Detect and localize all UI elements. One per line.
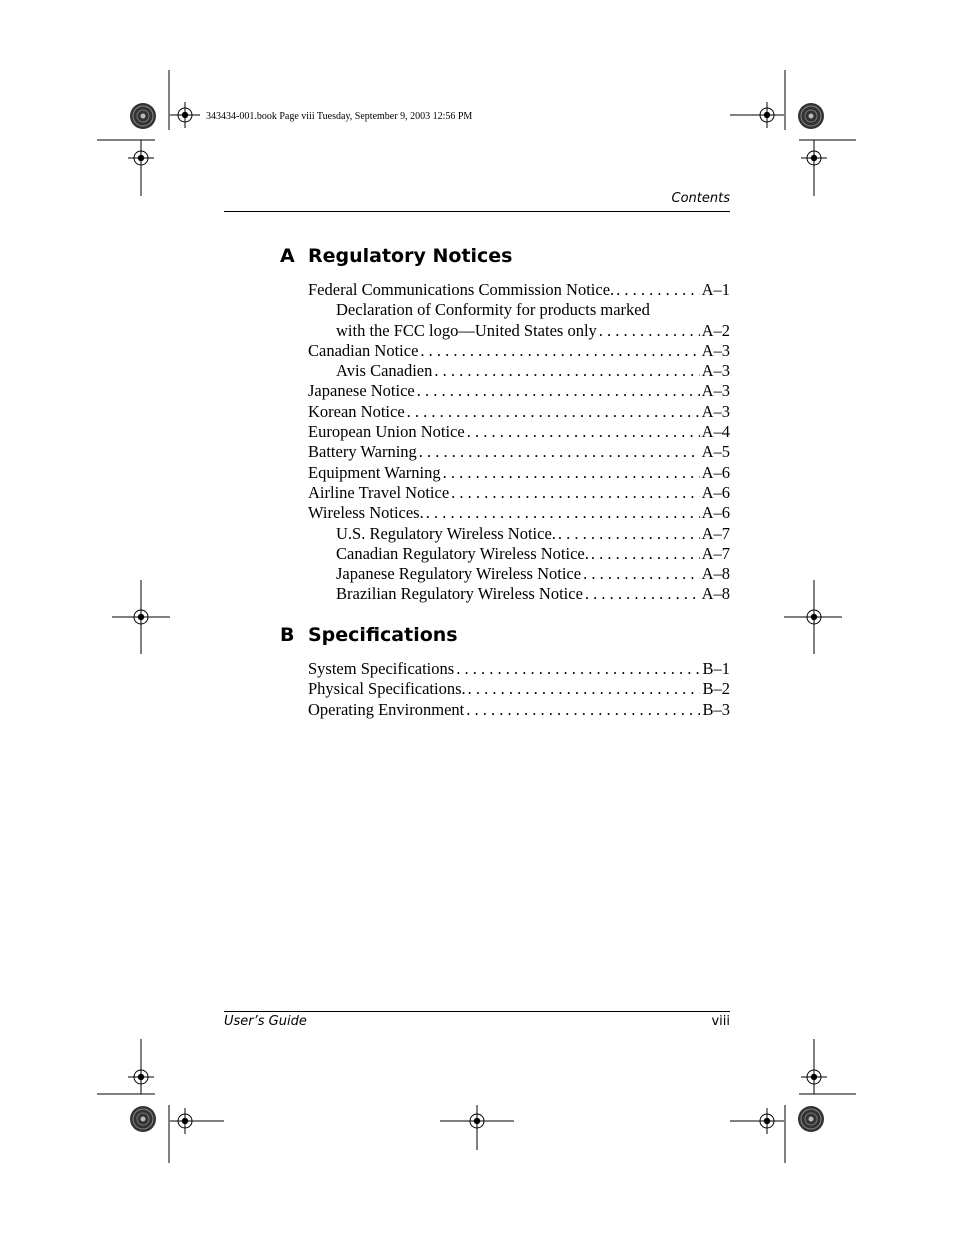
toc-entry[interactable]: System Specifications . . . B–1 xyxy=(308,659,730,679)
toc-list-b xyxy=(308,659,730,720)
dot-leader xyxy=(468,679,701,699)
toc-entry[interactable]: Korean Notice . . . A–3 xyxy=(308,402,730,422)
toc-entry[interactable]: Equipment Warning . . . A–6 xyxy=(308,463,730,483)
toc-entry[interactable]: Physical Specifications. . . . B–2 xyxy=(308,679,730,699)
dot-leader xyxy=(417,381,700,401)
toc-entry[interactable]: European Union Notice . . . A–4 xyxy=(308,422,730,442)
top-left-star-target-icon xyxy=(130,103,156,129)
toc-entry[interactable]: Brazilian Regulatory Wireless Notice . . . A–8 xyxy=(308,584,730,604)
toc-entry[interactable]: U.S. Regulatory Wireless Notice. . . . A–7 xyxy=(308,524,730,544)
toc-entry[interactable]: Airline Travel Notice . . . A–6 xyxy=(308,483,730,503)
toc-entry[interactable]: Operating Environment . . . B–3 xyxy=(308,700,730,720)
dot-leader xyxy=(456,659,700,679)
toc-entry[interactable]: Avis Canadien . . . A–3 xyxy=(308,361,730,381)
toc-entry[interactable]: Battery Warning . . . A–5 xyxy=(308,442,730,462)
bottom-left-star-target-icon xyxy=(130,1106,156,1132)
footer-book-title: User’s Guide xyxy=(224,1014,307,1029)
chapter-heading-a xyxy=(280,245,513,267)
dot-leader xyxy=(407,402,700,422)
dot-leader xyxy=(599,321,700,341)
dot-leader xyxy=(467,422,700,442)
toc-entry[interactable]: Canadian Notice . . . A–3 xyxy=(308,341,730,361)
toc-entry[interactable]: Wireless Notices. . . . A–6 xyxy=(308,503,730,523)
toc-entry[interactable]: Canadian Regulatory Wireless Notice. . . . A–7 xyxy=(308,544,730,564)
bottom-right-star-target-icon xyxy=(798,1106,824,1132)
dot-leader xyxy=(466,700,700,720)
chapter-letter: A xyxy=(280,245,295,267)
chapter-letter: B xyxy=(280,624,295,646)
dot-leader xyxy=(451,483,699,503)
dot-leader xyxy=(420,341,699,361)
dot-leader xyxy=(583,564,700,584)
toc-entry[interactable]: Japanese Regulatory Wireless Notice . . . A–8 xyxy=(308,564,730,584)
toc-entry: Declaration of Conformity for products marked xyxy=(336,300,650,320)
chapter-title: Regulatory Notices xyxy=(308,245,513,267)
dot-leader xyxy=(443,463,700,483)
toc-list-a xyxy=(308,280,730,605)
top-right-star-target-icon xyxy=(798,103,824,129)
dot-leader xyxy=(558,524,700,544)
header-rule xyxy=(224,211,730,212)
footer-page-number: viii xyxy=(711,1014,730,1029)
chapter-heading-b xyxy=(280,624,458,646)
running-header: Contents xyxy=(671,191,730,206)
dot-leader xyxy=(419,442,700,462)
dot-leader xyxy=(591,544,700,564)
chapter-title: Specifications xyxy=(308,624,458,646)
dot-leader xyxy=(434,361,699,381)
toc-entry[interactable]: Federal Communications Commission Notice. . . . A–1 xyxy=(308,280,730,300)
dot-leader xyxy=(426,503,700,523)
print-slug: 343434-001.book Page viii Tuesday, September 9, 2003 12:56 PM xyxy=(206,111,473,122)
dot-leader xyxy=(616,280,699,300)
dot-leader xyxy=(585,584,700,604)
toc-entry[interactable]: with the FCC logo—United States only . . . A–2 xyxy=(308,321,730,341)
footer-rule xyxy=(224,1011,730,1012)
toc-entry[interactable]: Japanese Notice . . . A–3 xyxy=(308,381,730,401)
